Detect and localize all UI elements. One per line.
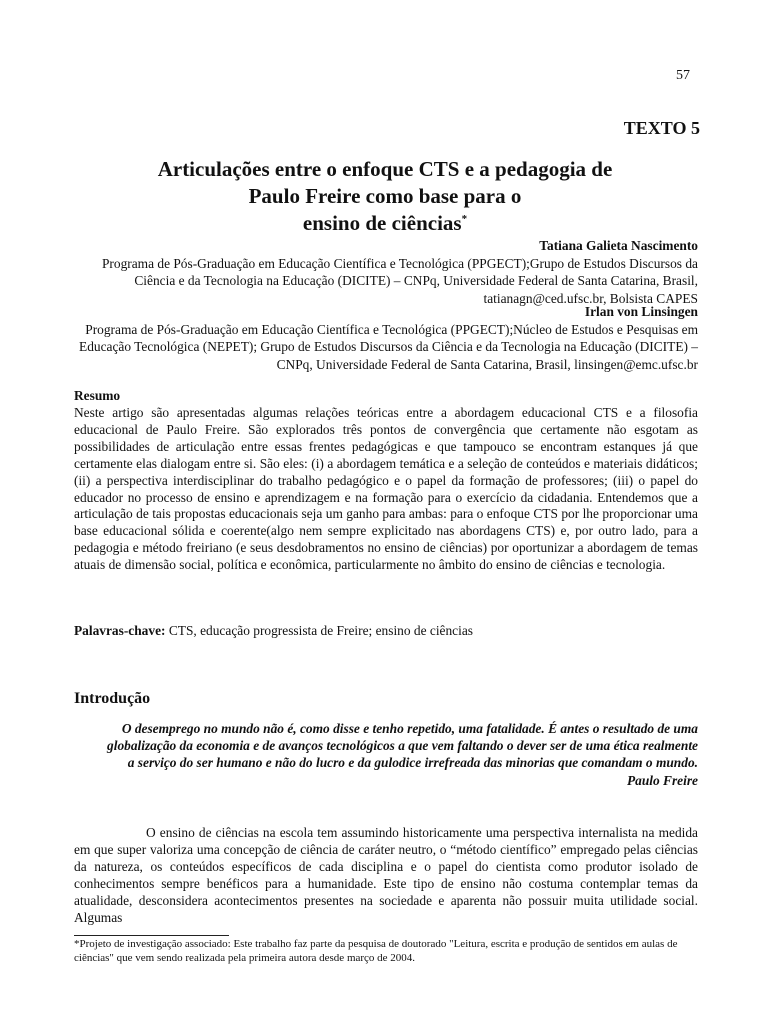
footnote-divider [74, 935, 229, 936]
author-affiliation-1: Programa de Pós-Graduação em Educação Científica e Tecnológica (PPGECT);Grupo de Estudos Discursos da Ciência e da Tecnologia na Educação (DICITE) – CNPq, Universidade Federal de Santa Catarina, Brasil, tatianagn@ced.ufsc.br, Bolsista CAPES [101, 255, 698, 306]
abstract-heading: Resumo [74, 388, 121, 403]
author-block-2 [74, 303, 698, 373]
body-paragraph: O ensino de ciências na escola tem assumindo historicamente uma perspectiva internalista na medida em que super valoriza uma concepção de ciência de caráter neutro, o “método científico” empregado pelas ciências da natureza, os conteúdos específicos de cada disciplina e o papel do cientista como produtor isolado de conhecimentos sempre benéficos para a humanidade. Este tipo de ensino não costuma contemplar temas da atualidade, desconsidera acontecimentos presentes na sociedade e aparenta não possuir muita utilidade social. Algumas [74, 825, 698, 925]
author-name-2: Irlan von Linsingen [584, 304, 698, 319]
keywords-text: CTS, educação progressista de Freire; ensino de ciências [168, 623, 474, 638]
title-footnote-mark: * [461, 213, 468, 225]
keywords-label: Palavras-chave: [74, 623, 166, 638]
author-block-1 [74, 237, 698, 307]
section-heading-introducao: Introdução [74, 690, 151, 707]
epigraph-author: Paulo Freire [626, 772, 698, 788]
epigraph-text: O desemprego no mundo não é, como disse e tenho repetido, uma fatalidade. É antes o resultado de uma globalização da economia e de avanços tecnológicos a que vem faltando o dever ser de uma ética realmente a serviço do ser humano e não do lucro e da gulodice irrefreada das minorias que comandam o mundo. [107, 721, 698, 771]
title-line-3-text: ensino de ciências [302, 211, 462, 235]
section-label: TEXTO 5 [623, 118, 700, 138]
paper-title [70, 156, 700, 237]
title-line-3 [70, 210, 700, 237]
keywords [74, 623, 698, 639]
author-affiliation-2: Programa de Pós-Graduação em Educação Científica e Tecnológica (PPGECT);Núcleo de Estudos e Pesquisas em Educação Tecnológica (NEPET); Grupo de Estudos Discursos da Ciência e da Tecnologia na Educação (DICITE) – CNPq, Universidade Federal de Santa Catarina, Brasil, linsingen@emc.ufsc.br [79, 321, 698, 372]
footnote: *Projeto de investigação associado: Este trabalho faz parte da pesquisa de doutorado "Leitura, escrita e produção de sentidos em aulas de ciências" que vem sendo realizada pela primeira autora desde março de 2004. [74, 938, 678, 964]
author-name-1: Tatiana Galieta Nascimento [539, 238, 698, 253]
epigraph [100, 720, 698, 789]
abstract-text: Neste artigo são apresentadas algumas relações teóricas entre a abordagem educacional CTS e a filosofia educacional de Paulo Freire. São explorados três pontos de convergência que certamente não esgotam as possibilidades de articulação entre essas frentes pedagógicas e que tampouco se encontram estanques já que certamente elas dialogam entre si. São eles: (i) a abordagem temática e a seleção de conteúdos e materiais didáticos; (ii) a perspectiva interdisciplinar do trabalho pedagógico e o papel da formação de professores; (iii) o papel do educador no processo de ensino e aprendizagem e na formação para o exercício da cidadania. Entendemos que a articulação de tais propostas educacionais seja um ganho para ambas: para o enfoque CTS por lhe proporcionar uma base educacional sólida e coerente(algo nem sempre explicitado nas abordagens CTS) e, por outro lado, para a pedagogia e método freiriano (e seus desdobramentos no ensino de ciências) por oportunizar a abordagem de temas atuais de dimensão social, política e econômica, particularmente no âmbito do ensino de ciências e tecnologia. [74, 405, 698, 573]
title-line-2: Paulo Freire como base para o [248, 184, 522, 208]
page-number: 57 [676, 68, 690, 83]
title-line-1: Articulações entre o enfoque CTS e a pedagogia de [157, 157, 613, 181]
